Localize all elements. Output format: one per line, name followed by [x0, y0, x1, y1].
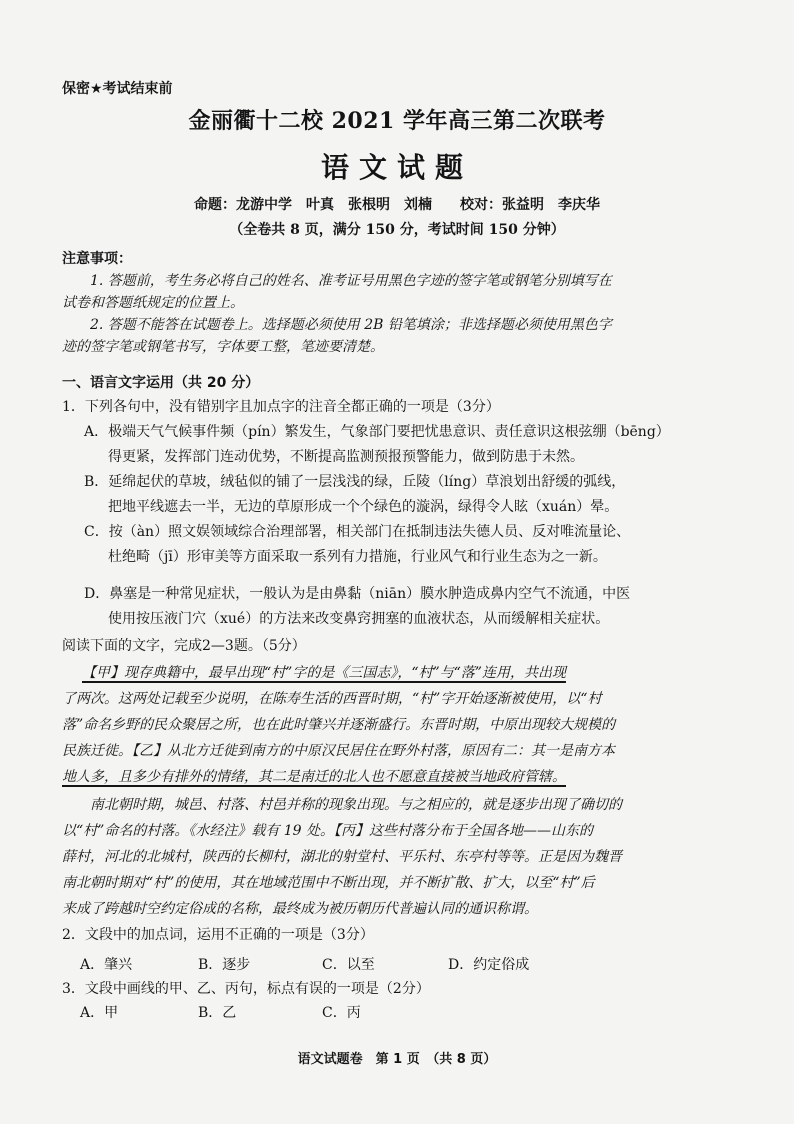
- section-heading: 一、语言文字运用（共 20 分）: [62, 375, 260, 391]
- q1-option-a-line2: 得更紧，发挥部门连动优势，不断提高监测预报预警能力，做到防患于未然。: [108, 449, 584, 465]
- exam-meta: （全卷共 8 页，满分 150 分，考试时间 150 分钟）: [229, 222, 565, 238]
- passage-line: 南北朝时期对“村”的使用，其在地域范围中不断出现，并不断扩散、扩大，以至“村”后: [62, 875, 595, 891]
- question-1-stem: 1．下列各句中，没有错别字且加点字的注音全都正确的一项是（3分）: [62, 399, 500, 415]
- authors-line: 命题：龙游中学 叶真 张根明 刘楠 校对：张益明 李庆华: [194, 197, 600, 213]
- q1-option-b-line1: B．延绵起伏的草坡，绒毡似的铺了一层浅浅的绿，丘陵（líng）草浪划出舒缓的弧线，: [84, 474, 626, 490]
- q2-option-c: C．以至: [322, 957, 375, 973]
- q3-option-b: B．乙: [198, 1005, 237, 1021]
- q1-option-d-line1: D．鼻塞是一种常见症状，一般认为是由鼻黏（niān）膜水肿造成鼻内空气不流通，中医: [84, 586, 631, 602]
- question-3-stem: 3．文段中画线的甲、乙、丙句，标点有误的一项是（2分）: [62, 981, 430, 997]
- underlined-sentence-jia: 【甲】现存典籍中，最早出现“村”字的是《三国志》，“村”与“落”连用，共出现: [82, 665, 566, 681]
- exam-title: 金丽衢十二校 2021 学年高三第二次联考: [188, 108, 606, 134]
- q2-option-d: D．约定俗成: [448, 957, 530, 973]
- q3-option-a: A．甲: [80, 1005, 119, 1021]
- q1-option-b-line2: 把地平线遮去一半，无边的草原形成一个个绿色的漩涡，绿得令人眩（xuán）晕。: [108, 499, 619, 515]
- q1-option-c-line1: C．按（àn）照文娱领域综合治理部署，相关部门在抵制违法失德人员、反对唯流量论、: [84, 524, 631, 540]
- passage-line: 南北朝时期，城邑、村落、村邑并称的现象出现。与之相应的，就是逐步出现了确切的: [90, 797, 622, 813]
- confidential-label: 保密★考试结束前: [62, 81, 173, 97]
- passage-line: [82, 662, 566, 682]
- notes-line: 试卷和答题纸规定的位置上。: [62, 295, 244, 311]
- passage-line: 了两次。这两处记载至少说明，在陈寿生活的西晋时期，“村”字开始逐渐被使用，以“村: [62, 691, 602, 707]
- q1-option-d-line2: 使用按压液门穴（xué）的方法来改变鼻窍拥塞的血液状态，从而缓解相关症状。: [108, 611, 610, 627]
- notes-line: 2. 答题不能答在试题卷上。选择题必须使用 2B 铅笔填涂；非选择题必须使用黑色字: [90, 317, 612, 333]
- question-2-stem: 2．文段中的加点词，运用不正确的一项是（3分）: [62, 927, 374, 943]
- passage-line: 民族迁徙。【乙】从北方迁徙到南方的中原汉民居住在野外村落，原因有二：其一是南方本: [62, 743, 615, 759]
- subject-title: 语文试题: [320, 151, 473, 184]
- passage-line: 薛村，河北的北城村，陕西的长柳村，湖北的射堂村、平乐村、东亭村等等。正是因为魏晋: [62, 849, 622, 865]
- passage-line: 以“村”命名的村落。《水经注》载有 19 处。【丙】这些村落分布于全国各地——山东的: [62, 823, 594, 839]
- q3-option-c: C．丙: [322, 1005, 361, 1021]
- passage-line: 来成了跨越时空约定俗成的名称，最终成为被历朝历代普遍认同的通识称谓。: [62, 901, 538, 917]
- notes-line: 迹的签字笔或钢笔书写，字体要工整，笔迹要清楚。: [62, 339, 384, 355]
- notes-line: 1. 答题前，考生务必将自己的姓名、准考证号用黑色字迹的签字笔或钢笔分别填写在: [90, 273, 612, 289]
- q1-option-c-line2: 杜绝畸（jī）形审美等方面采取一系列有力措施，行业风气和行业生态为之一新。: [108, 549, 607, 565]
- q1-option-a-line1: A．极端天气气候事件频（pín）繁发生，气象部门要把忧患意识、责任意识这根弦绷（bēng）: [84, 424, 670, 440]
- q2-option-b: B．逐步: [198, 957, 251, 973]
- q2-option-a: A．肇兴: [80, 957, 133, 973]
- notes-heading: 注意事项：: [62, 251, 132, 267]
- passage-line: 落”命名乡野的民众聚居之所，也在此时肇兴并逐渐盛行。东晋时期，中原出现较大规模的: [62, 717, 616, 733]
- page-footer: 语文试题卷 第 1 页 （共 8 页）: [297, 1052, 497, 1067]
- passage-line-underlined: 地人多，且多少有排外的情绪，其二是南迁的北人也不愿意直接被当地政府管辖。: [62, 769, 566, 785]
- reading-intro: 阅读下面的文字，完成2—3题。（5分）: [62, 638, 306, 654]
